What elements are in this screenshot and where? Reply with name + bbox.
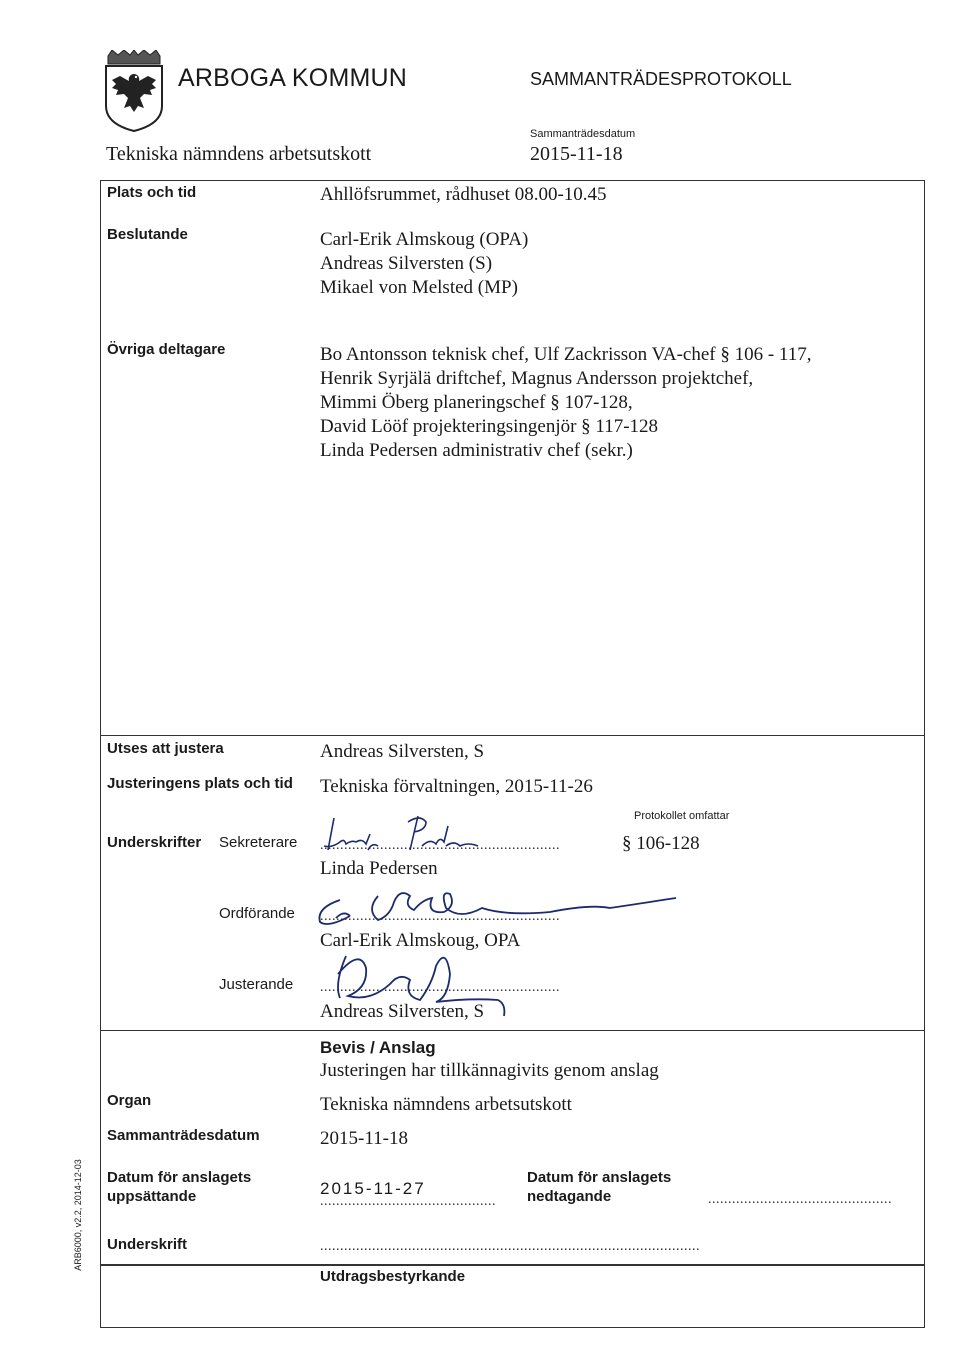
appointed-value: Andreas Silversten, S	[320, 741, 485, 762]
signatures-label: Underskrifter	[107, 834, 202, 851]
removed-label-line-2: nedtagande	[527, 1188, 612, 1205]
others-line: Bo Antonsson teknisk chef, Ulf Zackrisson VA-chef § 106 - 117,	[320, 344, 812, 365]
secretary-label: Sekreterare	[219, 834, 298, 851]
posted-label-line-2: uppsättande	[107, 1188, 197, 1205]
posted-date-line: ............................................	[320, 1194, 496, 1209]
notice-date-label: Sammanträdesdatum	[107, 1127, 260, 1144]
signature-line: ...............................................................................................	[320, 1239, 700, 1254]
adjust-place-time-label: Justeringens plats och tid	[107, 775, 293, 792]
appointed-label: Utses att justera	[107, 740, 224, 757]
notice-date-value: 2015-11-18	[320, 1128, 408, 1149]
department-name: Tekniska nämndens arbetsutskott	[106, 143, 372, 165]
chair-signature	[310, 880, 680, 930]
secretary-signature	[322, 812, 522, 858]
adjuster-label: Justerande	[219, 976, 294, 993]
chair-signature-line: ............................................................	[320, 909, 560, 924]
organ-label: Organ	[107, 1092, 152, 1109]
place-label: Plats och tid	[107, 184, 197, 201]
section-divider	[100, 1030, 925, 1031]
posted-label-line-1: Datum för anslagets	[107, 1169, 252, 1186]
removed-date-line: ..............................................	[708, 1192, 892, 1207]
adjust-place-time-value: Tekniska förvaltningen, 2015-11-26	[320, 776, 593, 797]
protocol-covers-label: Protokollet omfattar	[634, 810, 730, 822]
meeting-date-value: 2015-11-18	[530, 143, 623, 165]
meeting-date-label: Sammanträdesdatum	[530, 128, 636, 140]
decision-member: Carl-Erik Almskoug (OPA)	[320, 229, 529, 250]
adjuster-name: Andreas Silversten, S	[320, 1001, 485, 1022]
municipality-name: ARBOGA KOMMUN	[178, 64, 408, 92]
signature-label: Underskrift	[107, 1236, 188, 1253]
notice-title: Bevis / Anslag	[320, 1038, 436, 1057]
decision-member: Mikael von Melsted (MP)	[320, 277, 518, 298]
chair-name: Carl-Erik Almskoug, OPA	[320, 930, 521, 951]
removed-label-line-1: Datum för anslagets	[527, 1169, 672, 1186]
others-line: Henrik Syrjälä driftchef, Magnus Andersson projektchef,	[320, 368, 754, 389]
place-value: Ahllöfsrummet, rådhuset 08.00-10.45	[320, 184, 607, 205]
chair-label: Ordförande	[219, 905, 295, 922]
coat-of-arms-icon	[102, 50, 166, 132]
others-line: Linda Pedersen administrativ chef (sekr.)	[320, 440, 633, 461]
organ-value: Tekniska nämndens arbetsutskott	[320, 1094, 572, 1115]
adjuster-signature-line: ............................................................	[320, 980, 560, 995]
form-code: ARB6000, v2.2, 2014-12-03	[72, 1159, 83, 1271]
others-line: Mimmi Öberg planeringschef § 107-128,	[320, 392, 633, 413]
section-divider	[100, 1264, 925, 1266]
others-label: Övriga deltagare	[107, 341, 226, 358]
secretary-name: Linda Pedersen	[320, 858, 438, 879]
decision-label: Beslutande	[107, 226, 188, 243]
document-type: SAMMANTRÄDESPROTOKOLL	[530, 69, 792, 89]
decision-member: Andreas Silversten (S)	[320, 253, 493, 274]
extract-label: Utdragsbestyrkande	[320, 1268, 466, 1285]
protocol-covers-value: § 106-128	[622, 833, 700, 854]
posted-date-value: 2015-11-27	[320, 1179, 426, 1198]
secretary-signature-line: ............................................................	[320, 838, 560, 853]
section-divider	[100, 735, 925, 736]
notice-text: Justeringen har tillkännagivits genom anslag	[320, 1060, 659, 1081]
others-line: David Lööf projekteringsingenjör § 117-128	[320, 416, 659, 437]
